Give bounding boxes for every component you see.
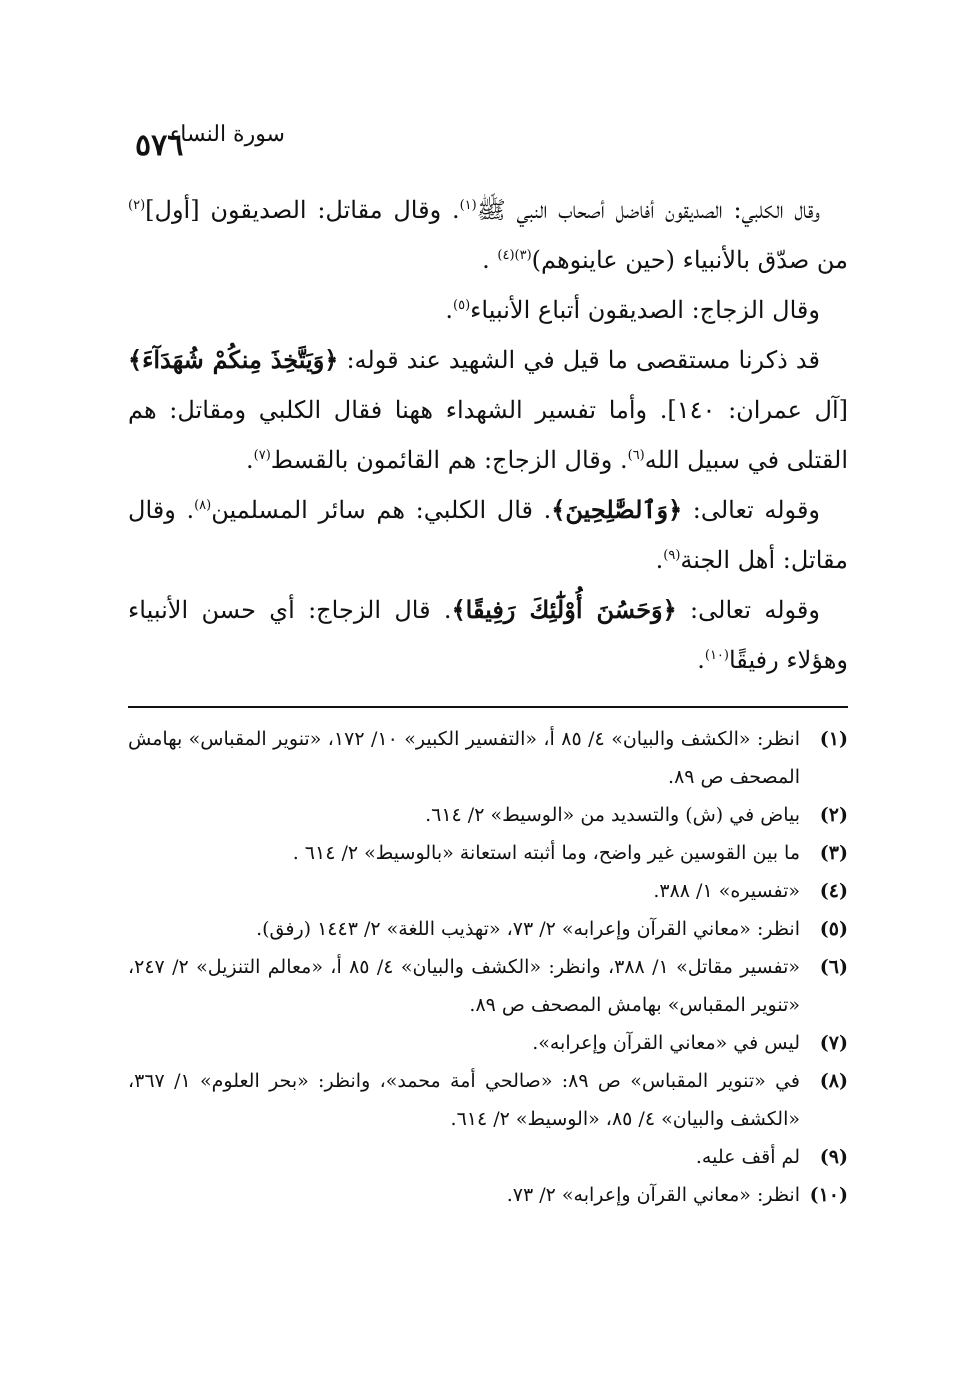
text-run: وقال الكلبي: الصديقون أفاضل أصحاب النبي ﷺ [476,196,820,224]
text-run: . [655,546,664,574]
text-run: من صدّق بالأنبياء (حين عاينوهم) [531,246,848,274]
footnote-separator [128,706,848,708]
paragraph-5 [128,585,848,685]
text-run: وقوله تعالى: [682,496,821,524]
text-run: . [482,246,498,274]
footnote-number: (٨) [819,1070,848,1092]
text-run: وقوله تعالى: [676,596,820,624]
main-text [128,185,848,685]
footnote-marker: (٧) [253,448,271,463]
page-header [0,118,975,168]
footnote-item [128,1062,848,1138]
text-run: . قال الكلبي: هم سائر المسلمين [211,496,552,524]
footnote-text: انظر: «الكشف والبيان» ٤/ ٨٥ أ، «التفسير الكبير» ١٠/ ١٧٢، «تنوير المقباس» بهامش المصحف ص ٨٩. [128,728,800,788]
footnote-item [128,910,848,948]
footnote-marker: (٩) [663,548,681,563]
footnote-number: (٦) [819,956,848,978]
footnote-text: ما بين القوسين غير واضح، وما أثبته استعانة «بالوسيط» ٢/ ٦١٤ . [292,842,800,864]
footnote-marker: (٢) [128,198,146,213]
footnote-marker: (٦) [627,448,645,463]
footnote-item [128,796,848,834]
footnote-item [128,834,848,872]
footnote-number: (٥) [819,918,848,940]
footnote-number: (١٠) [809,1184,848,1206]
text-run: وقال الزجاج: الصديقون أتباع الأنبياء [470,296,820,324]
footnote-number: (٣) [819,842,848,864]
footnote-marker: (١٠) [704,648,729,663]
footnote-number: (٧) [819,1032,848,1054]
quran-quote: ﴿وَحَسُنَ أُوْلَٰٓئِكَ رَفِيقًا﴾ [451,595,677,624]
footnote-item [128,720,848,796]
footnote-text: في «تنوير المقباس» ص ٨٩: «صالحي أمة محمد»، وانظر: «بحر العلوم» ١/ ٣٦٧، «الكشف والبيان» ٤/ ٨٥، «الوسيط» ٢/ ٦١٤. [128,1070,800,1130]
footnote-text: انظر: «معاني القرآن وإعرابه» ٢/ ٧٣، «تهذيب اللغة» ٢/ ١٤٤٣ (رفق). [256,918,800,940]
footnote-text: ليس في «معاني القرآن وإعرابه». [532,1032,800,1054]
footnote-number: (١) [819,728,848,750]
surah-title: سورة النساء [169,122,285,147]
footnote-item [128,1176,848,1214]
footnote-marker: (٥) [453,298,471,313]
footnote-item [128,1024,848,1062]
footnote-number: (٤) [819,880,848,902]
paragraph-4 [128,485,848,585]
footnote-item [128,948,848,1024]
footnote-text: انظر: «معاني القرآن وإعرابه» ٢/ ٧٣. [506,1184,800,1206]
footnote-marker: (٣)(٤) [497,248,532,263]
text-run: قد ذكرنا مستقصى ما قيل في الشهيد عند قوله: [338,346,821,374]
text-run: . [246,446,254,474]
footnote-number: (٢) [819,804,848,826]
text-run: [آل عمران: ١٤٠]. وأما تفسير الشهداء ههنا فقال الكلبي ومقاتل: هم القتلى في سبيل الله [128,396,848,474]
text-run: . وقال الزجاج: هم القائمون بالقسط [270,446,628,474]
text-run: . [697,646,705,674]
paragraph-1 [128,185,848,285]
text-run: . وقال مقاتل: أهل الجنة [128,496,848,574]
footnote-marker: (١) [459,198,477,213]
paragraph-2 [128,285,848,335]
text-run: . قال الزجاج: أي حسن الأنبياء وهؤلاء رفيقًا [128,596,848,674]
footnotes [128,720,848,1214]
footnote-number: (٩) [819,1146,848,1168]
paragraph-3 [128,335,848,485]
footnote-item [128,872,848,910]
footnote-text: «تفسيره» ١/ ٣٨٨. [653,880,800,902]
footnote-text: بياض في (ش) والتسديد من «الوسيط» ٢/ ٦١٤. [425,804,800,826]
footnote-marker: (٨) [194,498,212,513]
quran-quote: ﴿وَيَتَّخِذَ مِنكُمْ شُهَدَآءَ﴾ [128,345,339,374]
footnote-text: لم أقف عليه. [695,1146,800,1168]
quran-quote: ﴿وَٱلصَّٰلِحِينَ﴾ [551,495,683,524]
footnote-text: «تفسير مقاتل» ١/ ٣٨٨، وانظر: «الكشف والبيان» ٤/ ٨٥ أ، «معالم التنزيل» ٢/ ٢٤٧، «تنوير المقباس» بهامش المصحف ص ٨٩. [128,956,800,1016]
page-number: ٥٧٦ [135,128,184,163]
footnote-item [128,1138,848,1176]
text-run: . وقال مقاتل: الصديقون [أول] [145,196,460,224]
text-run: . [445,296,453,324]
